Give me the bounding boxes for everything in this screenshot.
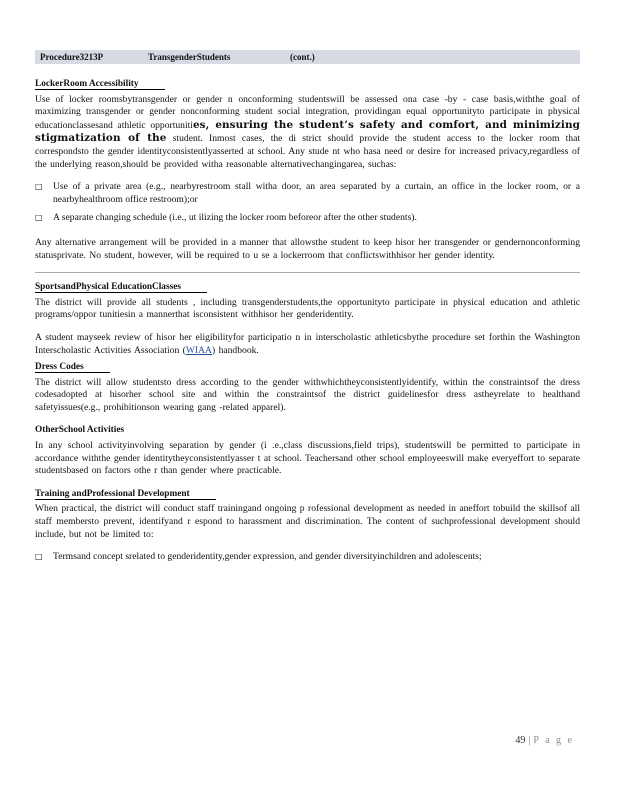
training-paragraph-1: When practical, the district will conduct staff trainingand ongoing p rofessional development as needed in aneffort tobuild the skillsof all staff membersto prevent, identifyand r espond to harassment and discrimination. The content of suchprofessional development should include, but not be limited to: [35, 503, 580, 540]
list-item: □ Use of a private area (e.g., nearbyrestroom stall witha door, an area separated by a curtain, an office in the locker room, or a nearbyhealthroom office restroom);or [35, 181, 580, 205]
page-label: P a g e [533, 735, 574, 746]
other-paragraph-1: In any school activityinvolving separation by gender (i .e.,class discussions,field trips), studentswill be permitted to participate in accordance withthe gender identitytheyconsistentlyasser t at school. Teachersand other school employeeswill make everyeffort to separate studentsbased on factors othe r than gender where practicable. [35, 440, 580, 477]
footer-separator: | [528, 735, 531, 746]
page-footer [515, 735, 574, 746]
locker-paragraph-2: Any alternative arrangement will be provided in a manner that allowsthe student to keep hisor her transgender or gendernonconforming statusprivate. No student, however, will be required to u se a lockerroom that conflictswithhisor her gender identity. [35, 236, 580, 261]
locker-paragraph-1: Use of locker roomsbytransgender or gender n onconforming studentswill be assessed ona case -by - case basis,withthe goal of maximizing transgender or gender nonconforming student social integration, providingan equal opportunityto participate in physical educationclassesand athletic opportunities, ensuring the student’s safety and comfort, and minimizing stigmatization of the student. Inmost cases, the di strict should provide the student access to the locker room that correspondsto the gender identityconsistentlyasserted at school. Any stude nt who hasa need or desire for increased privacy,regardless of the underlying reason,should be provided witha reasonable alternativechangingarea, suchas: [35, 93, 581, 170]
list-item: □ A separate changing schedule (i.e., ut ilizing the locker room beforeor after the other students). [35, 212, 417, 224]
square-bullet-icon: □ [35, 552, 43, 562]
section-heading-sports: SportsandPhysical EducationClasses [35, 281, 580, 294]
wiaa-link[interactable]: WIAA [185, 344, 212, 356]
section-heading-training: Training andProfessional Development [35, 488, 580, 501]
continued-label: (cont.) [290, 51, 315, 62]
section-heading-locker-room: LockerRoom Accessibility [35, 78, 580, 91]
section-divider [35, 272, 580, 273]
procedure-title: TransgenderStudents [148, 51, 231, 62]
document-page [35, 50, 580, 570]
square-bullet-icon: □ [35, 213, 43, 223]
dress-paragraph-1: The district will allow studentsto dress according to the gender withwhichtheyconsistentlyidentify, within the constraintsof the dress codesadopted at hisorher school site and within the constraintsof the district guidelinesfor dress astheyrelate to healthand safetyissues(e.g., prohibitionson wearing gang -related apparel). [35, 376, 580, 413]
enlarged-text-run: es, ensuring the student’s safety and comfort, and minimizing stigmatization of the [35, 118, 580, 145]
procedure-number: Procedure3213P [40, 51, 104, 62]
section-heading-dress-codes: Dress Codes [35, 361, 580, 374]
sports-paragraph-1: The district will provide all students , including transgenderstudents,the opportunityto participate in physical education and athletic programs/oppor tunitiesin a mannerthat isconsistent withhisor her genderidentity. [35, 296, 580, 321]
sports-paragraph-2: A student mayseek review of hisor her eligibilityfor participatio n in interscholastic athleticsbythe procedure set forthin the Washington Interscholastic Activities Association (WIAA) handbook. [35, 331, 580, 356]
procedure-header-bar [35, 50, 580, 64]
page-number: 49 [515, 735, 526, 746]
square-bullet-icon: □ [35, 182, 43, 192]
list-item: □ Termsand concept srelated to genderidentity,gender expression, and gender diversityinchildren and adolescents; [35, 551, 482, 563]
section-heading-other-activities: OtherSchool Activities [35, 425, 125, 436]
